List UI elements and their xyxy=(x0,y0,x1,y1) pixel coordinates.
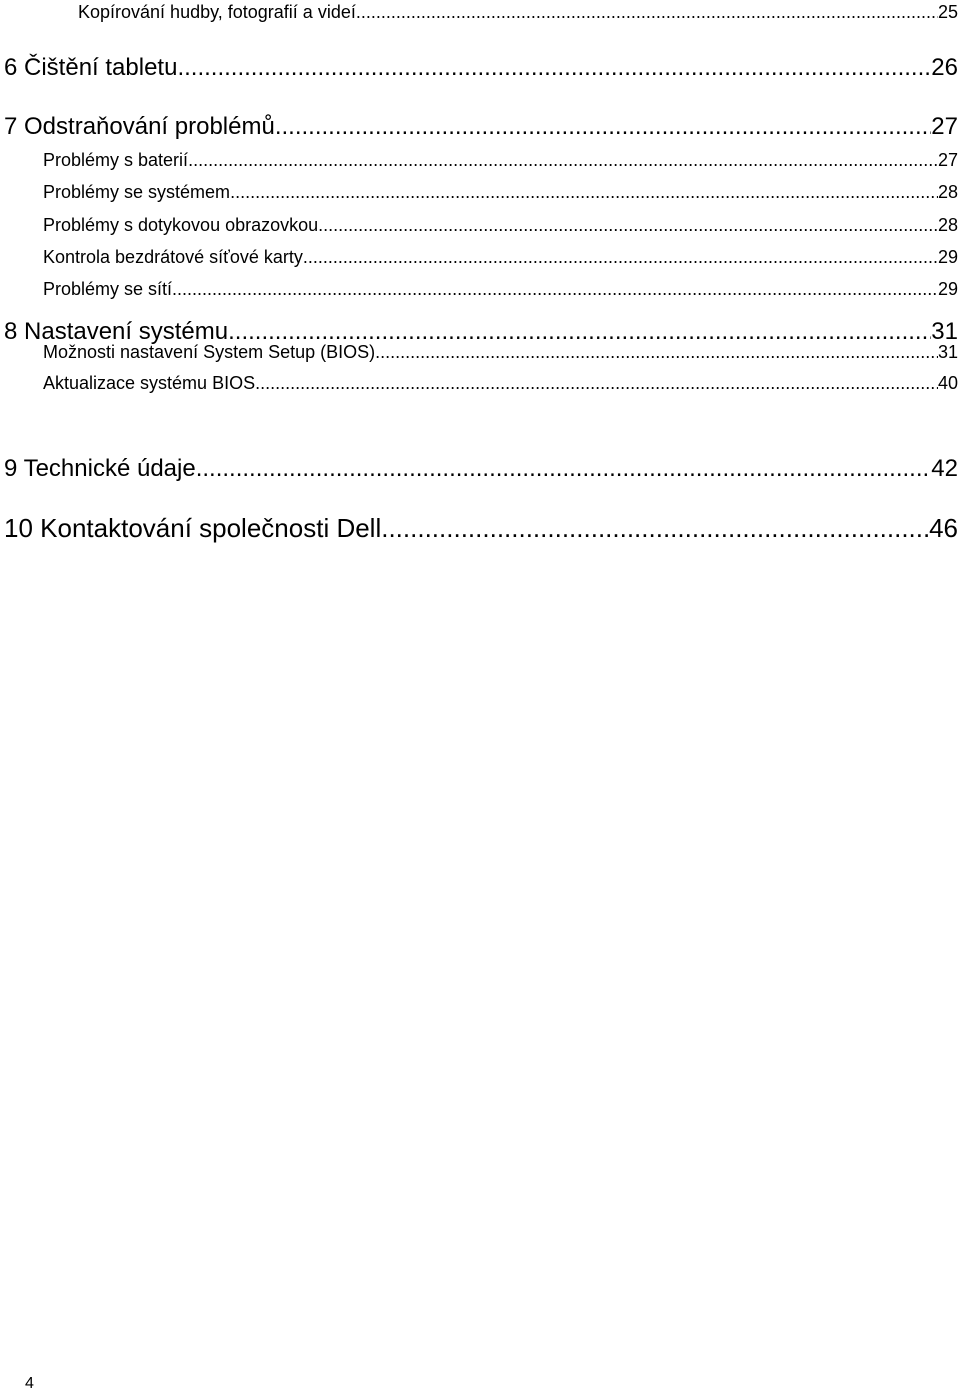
toc-entry-title: Problémy s dotykovou obrazovkou xyxy=(43,215,319,235)
toc-entry-system[interactable] xyxy=(0,180,960,204)
toc-chapter-title: 10 Kontaktování společnosti Dell xyxy=(4,513,382,543)
toc-entry-page: 28 xyxy=(937,182,958,202)
toc-leader-dots xyxy=(177,52,931,84)
toc-entry-page: 25 xyxy=(937,2,958,22)
toc-chapter-9[interactable] xyxy=(0,453,960,485)
toc-entry-bios-update[interactable] xyxy=(0,371,960,395)
toc-entry-bios-setup[interactable] xyxy=(0,340,960,364)
toc-leader-dots xyxy=(375,340,938,364)
toc-chapter-page: 42 xyxy=(931,455,958,482)
toc-leader-dots xyxy=(381,511,929,545)
toc-entry-title: Kopírování hudby, fotografií a videí xyxy=(78,2,356,22)
toc-leader-dots xyxy=(275,111,931,143)
toc-leader-dots xyxy=(196,453,932,485)
toc-entry-baterie[interactable] xyxy=(0,148,960,172)
toc-entry-sit[interactable] xyxy=(0,277,960,301)
toc-entry-page: 29 xyxy=(937,279,958,299)
toc-entry-page: 31 xyxy=(937,342,958,362)
toc-entry-bezdratova[interactable] xyxy=(0,245,960,269)
toc-chapter-title: 7 Odstraňování problémů xyxy=(4,113,275,140)
toc-chapter-title: 6 Čištění tabletu xyxy=(4,54,178,81)
toc-entry-page: 40 xyxy=(937,373,958,393)
toc-chapter-page: 26 xyxy=(931,54,958,81)
toc-entry-dotykova[interactable] xyxy=(0,213,960,237)
toc-entry-title: Problémy se systémem xyxy=(43,182,231,202)
toc-chapter-page: 46 xyxy=(929,513,958,543)
toc-chapter-title: 9 Technické údaje xyxy=(4,455,196,482)
toc-entry-title: Aktualizace systému BIOS xyxy=(43,373,256,393)
toc-entry-title: Kontrola bezdrátové síťové karty xyxy=(43,247,303,267)
toc-chapter-10[interactable] xyxy=(0,511,960,545)
toc-chapter-page: 31 xyxy=(931,318,958,345)
toc-chapter-7[interactable] xyxy=(0,111,960,143)
page-number: 4 xyxy=(25,1375,34,1392)
toc-chapter-page: 27 xyxy=(931,113,958,140)
toc-entry-title: Problémy se sítí xyxy=(43,279,173,299)
toc-leader-dots xyxy=(318,213,938,237)
toc-entry-page: 27 xyxy=(937,150,958,170)
toc-chapter-title: 8 Nastavení systému xyxy=(4,318,229,345)
toc-entry-title: Problémy s baterií xyxy=(43,150,189,170)
toc-leader-dots xyxy=(188,148,938,172)
toc-leader-dots xyxy=(303,245,938,269)
toc-leader-dots xyxy=(230,180,938,204)
toc-entry-page: 28 xyxy=(937,215,958,235)
toc-entry-title: Možnosti nastavení System Setup (BIOS) xyxy=(43,342,376,362)
toc-entry-kopirovani[interactable] xyxy=(0,0,960,24)
toc-leader-dots xyxy=(255,371,938,395)
toc-leader-dots xyxy=(356,0,938,24)
toc-chapter-6[interactable] xyxy=(0,52,960,84)
toc-entry-page: 29 xyxy=(937,247,958,267)
toc-leader-dots xyxy=(172,277,938,301)
